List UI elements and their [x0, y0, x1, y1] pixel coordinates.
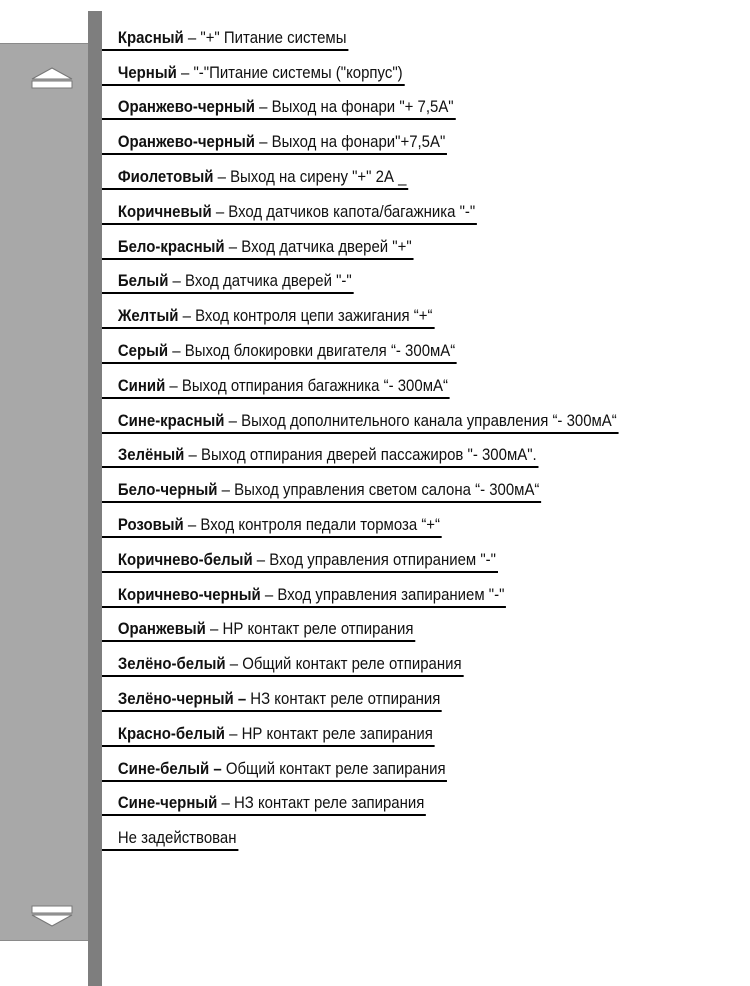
pin-row — [102, 574, 750, 609]
pin-function: – Выход дополнительного канала управления “- 300мА“ — [224, 410, 617, 430]
wire-color: Синий — [117, 375, 166, 395]
pin-function: НЗ контакт реле отпирания — [246, 688, 441, 708]
triangle-down-icon — [30, 905, 74, 927]
wire-color: Черный — [117, 62, 177, 82]
pin-label — [102, 62, 404, 86]
pin-label — [102, 201, 477, 225]
pin-function: – Вход контроля педали тормоза “+“ — [183, 514, 441, 534]
wire-color: Зелёный — [117, 445, 185, 465]
pin-row — [102, 365, 750, 400]
pin-label — [102, 270, 353, 294]
pin-label — [102, 723, 435, 747]
pin-row — [102, 609, 750, 644]
wire-color: Коричнево-черный — [117, 584, 261, 604]
pin-label — [102, 618, 415, 642]
pin-function: – Выход на фонари "+ 7,5А" — [254, 97, 454, 117]
pin-row — [102, 226, 750, 261]
pin-label — [102, 653, 463, 677]
pin-row — [102, 17, 750, 52]
pin-label — [102, 96, 455, 120]
pin-list — [102, 17, 750, 852]
pin-function: Не задействован — [117, 828, 237, 848]
wire-color: Белый — [117, 271, 169, 291]
pin-label — [102, 549, 498, 573]
wire-color: Оранжево-черный — [117, 97, 255, 117]
pin-label — [102, 375, 450, 399]
pin-row — [102, 435, 750, 470]
pin-label — [102, 758, 447, 782]
pin-label — [102, 131, 447, 155]
pin-row — [102, 295, 750, 330]
connector-edge — [88, 11, 102, 986]
wire-color: Фиолетовый — [117, 166, 214, 186]
wire-color: Красный — [117, 27, 184, 47]
wire-color: Бело-красный — [117, 236, 225, 256]
pin-row — [102, 121, 750, 156]
pin-row — [102, 539, 750, 574]
pin-row — [102, 504, 750, 539]
pin-function: – Выход отпирания багажника “- 300мА“ — [165, 375, 448, 395]
wire-color: Коричневый — [117, 201, 212, 221]
triangle-up-icon — [30, 67, 74, 89]
pin-label — [102, 584, 506, 608]
pin-function: – "-"Питание системы ("корпус") — [176, 62, 403, 82]
pin-row — [102, 156, 750, 191]
wire-color: Сине-черный — [117, 793, 218, 813]
pin-function: – Вход контроля цепи зажигания “+“ — [178, 306, 433, 326]
wire-color: Коричнево-белый — [117, 549, 253, 569]
pin-label — [102, 444, 538, 468]
pin-row — [102, 783, 750, 818]
wire-color: Оранжево-черный — [117, 132, 255, 152]
pin-function: – Выход блокировки двигателя “- 300мА“ — [168, 340, 456, 360]
pin-label — [102, 479, 541, 503]
pin-label — [102, 305, 434, 329]
pin-function: – Выход на фонари"+7,5А" — [254, 132, 446, 152]
pin-function: – НР контакт реле отпирания — [205, 619, 414, 639]
pin-function: – Вход датчика дверей "-" — [168, 271, 352, 291]
pin-function: – Вход датчика дверей "+" — [224, 236, 412, 256]
pin-function: – Выход отпирания дверей пассажиров "- 300мА". — [184, 445, 537, 465]
pin-function: – НР контакт реле запирания — [224, 723, 433, 743]
pin-row — [102, 261, 750, 296]
pin-row — [102, 330, 750, 365]
wire-color: Сине-белый – — [117, 758, 222, 778]
pin-row — [102, 400, 750, 435]
pin-function: – Общий контакт реле отпирания — [225, 654, 462, 674]
wire-color: Серый — [117, 340, 169, 360]
pin-label — [102, 827, 238, 851]
wire-color: Зелёно-черный – — [117, 688, 247, 708]
pin-function: – "+" Питание системы — [183, 27, 347, 47]
pin-function: – Выход на сирену "+" 2А _ — [213, 166, 407, 186]
wire-color: Сине-красный — [117, 410, 225, 430]
pin-label — [102, 410, 619, 434]
wire-color: Зелёно-белый — [117, 654, 226, 674]
pin-label — [102, 236, 413, 260]
pin-row — [102, 817, 750, 852]
pin-function: – Выход управления светом салона “- 300мА“ — [217, 480, 540, 500]
pin-label — [102, 27, 348, 51]
pin-function: – Вход датчиков капота/багажника "-" — [211, 201, 476, 221]
pin-label — [102, 340, 457, 364]
pin-row — [102, 643, 750, 678]
pin-row — [102, 713, 750, 748]
wire-color: Бело-черный — [117, 480, 218, 500]
pin-function: Общий контакт реле запирания — [221, 758, 446, 778]
pin-label — [102, 166, 408, 190]
pin-function: – Вход управления запиранием "-" — [260, 584, 505, 604]
wire-color: Красно-белый — [117, 723, 225, 743]
pin-row — [102, 748, 750, 783]
wire-color: Желтый — [117, 306, 179, 326]
pin-row — [102, 87, 750, 122]
pin-row — [102, 52, 750, 87]
pin-row — [102, 191, 750, 226]
pin-label — [102, 792, 426, 816]
wire-color: Оранжевый — [117, 619, 206, 639]
wire-color: Розовый — [117, 514, 184, 534]
pin-label — [102, 688, 442, 712]
pin-function: – НЗ контакт реле запирания — [217, 793, 425, 813]
pin-row — [102, 678, 750, 713]
pin-function: – Вход управления отпиранием "-" — [252, 549, 496, 569]
connector-body — [0, 43, 88, 941]
pin-row — [102, 469, 750, 504]
pin-label — [102, 514, 442, 538]
